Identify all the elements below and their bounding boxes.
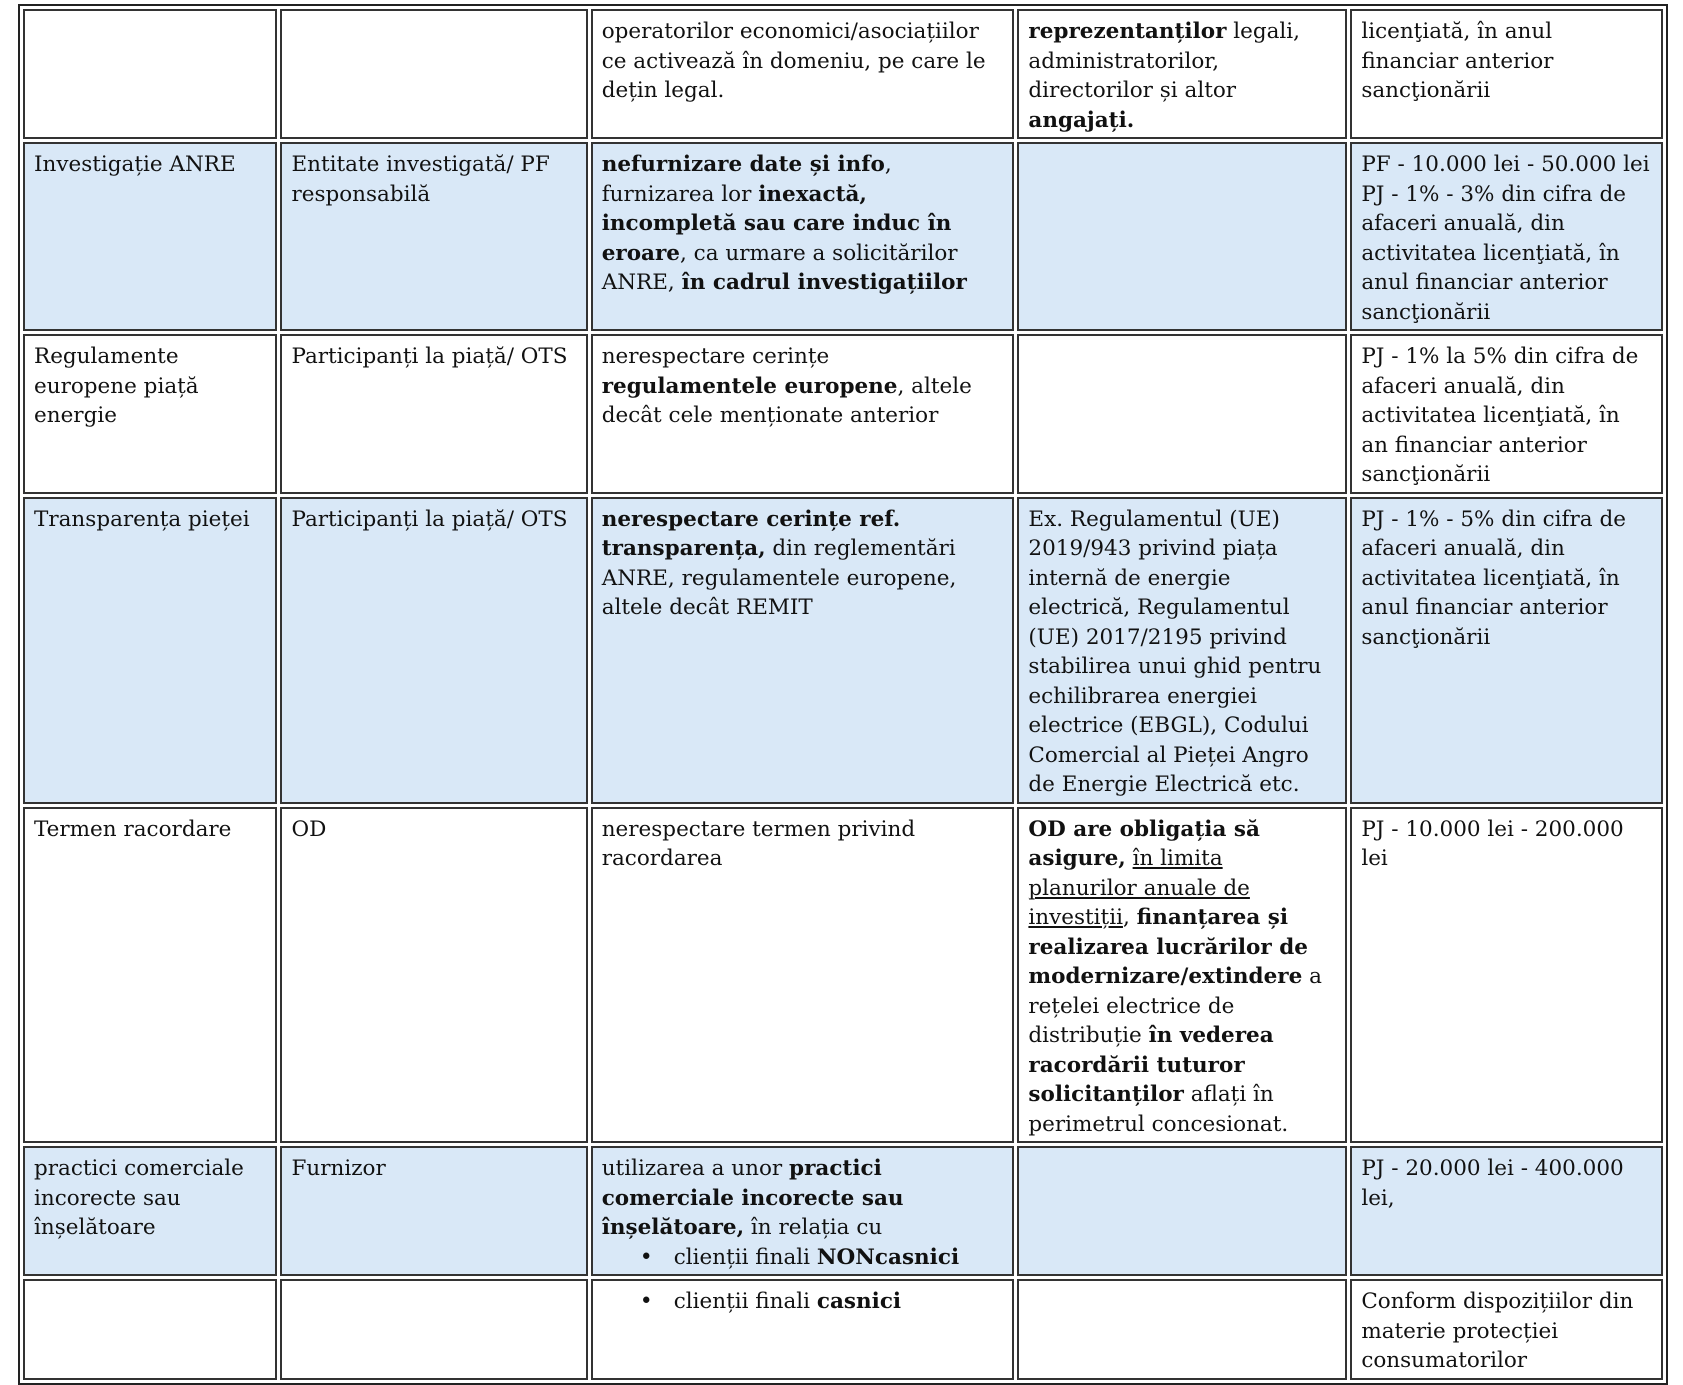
text-run: în cadrul investigațiilor — [681, 270, 967, 295]
text-run: nerespectare termen privind racordarea — [601, 816, 916, 871]
text-run: Furnizor — [291, 1156, 386, 1181]
text-run: PJ - 1% la 5% din cifra de afaceri anuală, din activitatea licenţiată, în an financiar anterior sancţionării — [1361, 344, 1639, 487]
text-run: , ca urmare a solicitărilor ANRE, — [601, 240, 958, 295]
sanctions-table — [18, 4, 1668, 1385]
text-run: reprezentanților — [1028, 19, 1227, 44]
cell-line: PJ - 1% - 3% din cifra de afaceri anuală, din activitatea licenţiată, în anul financiar anterior sancţionării — [1361, 181, 1626, 325]
table-cell-notes — [1017, 497, 1347, 804]
text-run: nerespectare cerințe ref. transparența, — [601, 506, 901, 561]
text-run: în vederea racordării tuturor solicitanților — [1028, 1023, 1274, 1107]
text-run: , — [1122, 905, 1137, 930]
text-run: Ex. Regulamentul (UE) 2019/943 privind piața internă de energie electrică, Regulamentul (UE) 2017/2195 privind stabilirea unui ghid pentru echilibrarea energiei electrice (EBGL), Codului Comercial al Pieței Angro de Energie Electrică etc. — [1028, 506, 1322, 797]
table-cell-notes — [1017, 9, 1347, 139]
text-run: utilizarea a unor — [601, 1156, 790, 1181]
text-run: în relația cu — [744, 1215, 883, 1240]
text-run: PJ - 20.000 lei - 400.000 lei, — [1361, 1156, 1624, 1211]
bullet-item — [674, 1287, 1005, 1317]
cell-paragraph — [34, 815, 267, 845]
cell-paragraph — [291, 342, 577, 372]
cell-line: PF - 10.000 lei - 50.000 lei — [1361, 152, 1650, 177]
text-run: finanțarea și realizarea lucrărilor de modernizare/extindere — [1028, 905, 1308, 989]
table-cell-domain — [23, 334, 277, 494]
table-row — [23, 9, 1663, 139]
table-row — [23, 497, 1663, 804]
text-run: aflați în perimetrul concesionat. — [1028, 1082, 1289, 1137]
cell-paragraph — [602, 17, 1005, 106]
text-run: în limita planurilor anuale de investiții — [1028, 846, 1250, 930]
text-run: , furnizarea lor — [601, 152, 892, 207]
table-cell-sanction — [1350, 807, 1663, 1144]
text-run: Participanți la piață/ OTS — [291, 506, 568, 532]
text-run: , altele decât cele menționate anterior — [601, 373, 972, 428]
table-cell-domain — [23, 1146, 277, 1276]
cell-paragraph — [1028, 17, 1337, 135]
cell-paragraph — [1361, 342, 1653, 490]
table-cell-domain — [23, 9, 277, 139]
text-run: NONcasnici — [816, 1244, 960, 1270]
cell-paragraph — [1028, 505, 1337, 800]
table-cell-deed — [591, 807, 1015, 1144]
cell-paragraph — [1361, 17, 1653, 106]
text-run: PJ - 1% - 5% din cifra de afaceri anuală, din activitatea licenţiată, în anul financiar anterior sancţionării — [1361, 506, 1626, 650]
table-cell-subject — [280, 9, 587, 139]
text-run: licenţiată, în anul financiar anterior sancţionării — [1361, 19, 1554, 103]
cell-paragraph — [1361, 815, 1653, 874]
table-cell-sanction — [1350, 334, 1663, 494]
text-run: angajați. — [1028, 107, 1135, 133]
table-cell-deed — [591, 1146, 1015, 1276]
cell-paragraph — [602, 815, 1005, 874]
text-run: practici comerciale incorecte sau înșelătoare — [34, 1156, 244, 1240]
table-cell-sanction — [1350, 142, 1663, 331]
bullet-list — [602, 1287, 1005, 1317]
cell-paragraph — [1028, 815, 1337, 1140]
cell-paragraph — [602, 1154, 1005, 1243]
text-run: Regulamente europene piață energie — [34, 344, 199, 428]
text-run: Entitate investigată/ PF responsabilă — [291, 152, 550, 207]
bullet-item — [674, 1243, 1005, 1273]
table-cell-subject — [280, 497, 587, 804]
table-cell-sanction — [1350, 1279, 1663, 1380]
text-run: Investigație ANRE — [34, 152, 236, 177]
cell-paragraph — [291, 505, 577, 535]
text-run: clienții finali — [673, 1289, 817, 1314]
text-run: legali, administratorilor, directorilor și altor — [1028, 19, 1301, 103]
cell-paragraph — [291, 150, 577, 209]
text-run: operatorilor economici/asociațiilor ce activează în domeniu, pe care le dețin legal. — [601, 19, 986, 103]
table-cell-notes — [1017, 142, 1347, 331]
cell-paragraph — [291, 1154, 577, 1184]
table-cell-subject — [280, 807, 587, 1144]
cell-paragraph — [1361, 505, 1653, 653]
text-run: nerespectare cerințe — [601, 344, 830, 369]
text-run: din reglementări ANRE, regulamentele europene, altele decât REMIT — [601, 536, 957, 620]
cell-paragraph — [291, 815, 577, 845]
text-run: inexactă, incompletă sau care induc în eroare — [601, 181, 952, 266]
table-cell-subject — [280, 334, 587, 494]
table-cell-notes — [1017, 807, 1347, 1144]
table-row — [23, 142, 1663, 331]
table-cell-notes — [1017, 1146, 1347, 1276]
text-run: OD are obligația să asigure, — [1028, 816, 1260, 871]
table-row — [23, 1146, 1663, 1276]
table-cell-sanction — [1350, 497, 1663, 804]
table-row — [23, 807, 1663, 1144]
table-cell-deed — [591, 497, 1015, 804]
cell-paragraph — [1361, 1287, 1653, 1376]
cell-paragraph — [34, 505, 267, 535]
table-cell-notes — [1017, 334, 1347, 494]
cell-paragraph — [34, 150, 267, 180]
table-cell-domain — [23, 142, 277, 331]
table-cell-deed — [591, 1279, 1015, 1380]
table-cell-subject — [280, 1146, 587, 1276]
text-run: nefurnizare date și info — [601, 152, 885, 177]
table-cell-sanction — [1350, 9, 1663, 139]
cell-paragraph — [34, 1154, 267, 1243]
cell-paragraph — [34, 342, 267, 431]
text-run: Termen racordare — [34, 816, 232, 842]
table-cell-domain — [23, 1279, 277, 1380]
table-row — [23, 334, 1663, 494]
cell-paragraph — [1361, 1154, 1653, 1213]
text-run — [1126, 846, 1133, 871]
text-run: clienții finali — [673, 1244, 817, 1270]
table-cell-deed — [591, 9, 1015, 139]
text-run: practici comerciale incorecte sau înșelătoare, — [601, 1156, 904, 1240]
text-run: Participanți la piață/ OTS — [291, 344, 568, 369]
text-run: regulamentele europene — [601, 373, 898, 399]
table-cell-deed — [591, 142, 1015, 331]
table-cell-domain — [23, 497, 277, 804]
text-run: PJ - 10.000 lei - 200.000 lei — [1361, 816, 1624, 871]
text-run: a rețelei electrice de distribuție — [1028, 964, 1322, 1048]
table-cell-notes — [1017, 1279, 1347, 1380]
table-cell-domain — [23, 807, 277, 1144]
text-run: Transparența pieței — [34, 506, 250, 532]
text-run: OD — [291, 816, 327, 842]
cell-paragraph — [602, 342, 1005, 431]
table-cell-sanction — [1350, 1146, 1663, 1276]
table-cell-subject — [280, 142, 587, 331]
text-run: casnici — [816, 1289, 902, 1314]
table-row — [23, 1279, 1663, 1380]
table-cell-subject — [280, 1279, 587, 1380]
text-run: Conform dispozițiilor din materie protecției consumatorilor — [1361, 1289, 1634, 1373]
table-cell-deed — [591, 334, 1015, 494]
bullet-list — [602, 1243, 1005, 1273]
cell-paragraph — [602, 150, 1005, 298]
cell-paragraph — [602, 505, 1005, 623]
